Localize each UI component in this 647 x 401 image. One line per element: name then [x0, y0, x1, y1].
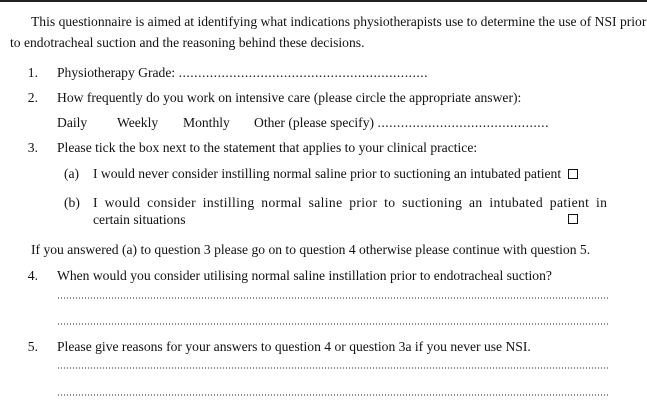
q2-other-row: [254, 115, 549, 131]
q5-answer-line-2[interactable]: [57, 394, 609, 396]
intro-text-line1: This questionnaire is aimed at identifying what indications physiotherapists use to determine the use of NSI prior: [31, 14, 647, 29]
q5-number: 5.: [27, 339, 38, 354]
q2-number: 2.: [27, 90, 38, 105]
q3-option-b-checkbox[interactable]: [568, 214, 578, 224]
q2-text: How frequently do you work on intensive care (please circle the appropriate answer):: [57, 90, 522, 105]
q3-option-a-checkbox[interactable]: [568, 169, 578, 179]
q3-option-a-text: I would never consider instilling normal saline prior to suctioning an intubated patient: [93, 166, 562, 181]
q3-number: 3.: [27, 140, 38, 155]
instruction-text: If you answered (a) to question 3 please go on to question 4 otherwise please continue with question 5.: [31, 242, 591, 257]
q4-answer-line-2[interactable]: [57, 323, 609, 325]
q2-option-weekly[interactable]: Weekly: [117, 115, 159, 130]
q1-number: 1.: [27, 65, 38, 80]
q3-option-a-label: (a): [64, 166, 80, 181]
q4-number: 4.: [27, 268, 38, 283]
q5-answer-line-1[interactable]: [57, 367, 609, 369]
q3-option-b-text-line2: certain situations: [93, 212, 186, 227]
q3-option-b-label: (b): [64, 195, 80, 210]
q2-option-other[interactable]: Other (please specify): [254, 115, 375, 130]
q3-option-b-text-line1: I would consider instilling normal saline prior to suctioning an intubated patient in: [93, 195, 608, 210]
q2-option-daily[interactable]: Daily: [57, 115, 88, 130]
top-rule: [0, 0, 647, 2]
q2-other-field[interactable]: ............................................: [377, 115, 549, 130]
q1-row: [57, 65, 428, 81]
intro-text-line2: to endotracheal suction and the reasoning behind these decisions.: [10, 35, 365, 50]
q1-text: Physiotherapy Grade:: [57, 65, 176, 80]
q4-text: When would you consider utilising normal saline instillation prior to endotracheal suction?: [57, 268, 552, 283]
q5-text: Please give reasons for your answers to question 4 or question 3a if you never use NSI.: [57, 339, 531, 354]
q3-text: Please tick the box next to the statement that applies to your clinical practice:: [57, 140, 478, 155]
q2-option-monthly[interactable]: Monthly: [183, 115, 230, 130]
q1-answer-field[interactable]: ................................................................: [178, 65, 429, 80]
q4-answer-line-1[interactable]: [57, 297, 609, 299]
